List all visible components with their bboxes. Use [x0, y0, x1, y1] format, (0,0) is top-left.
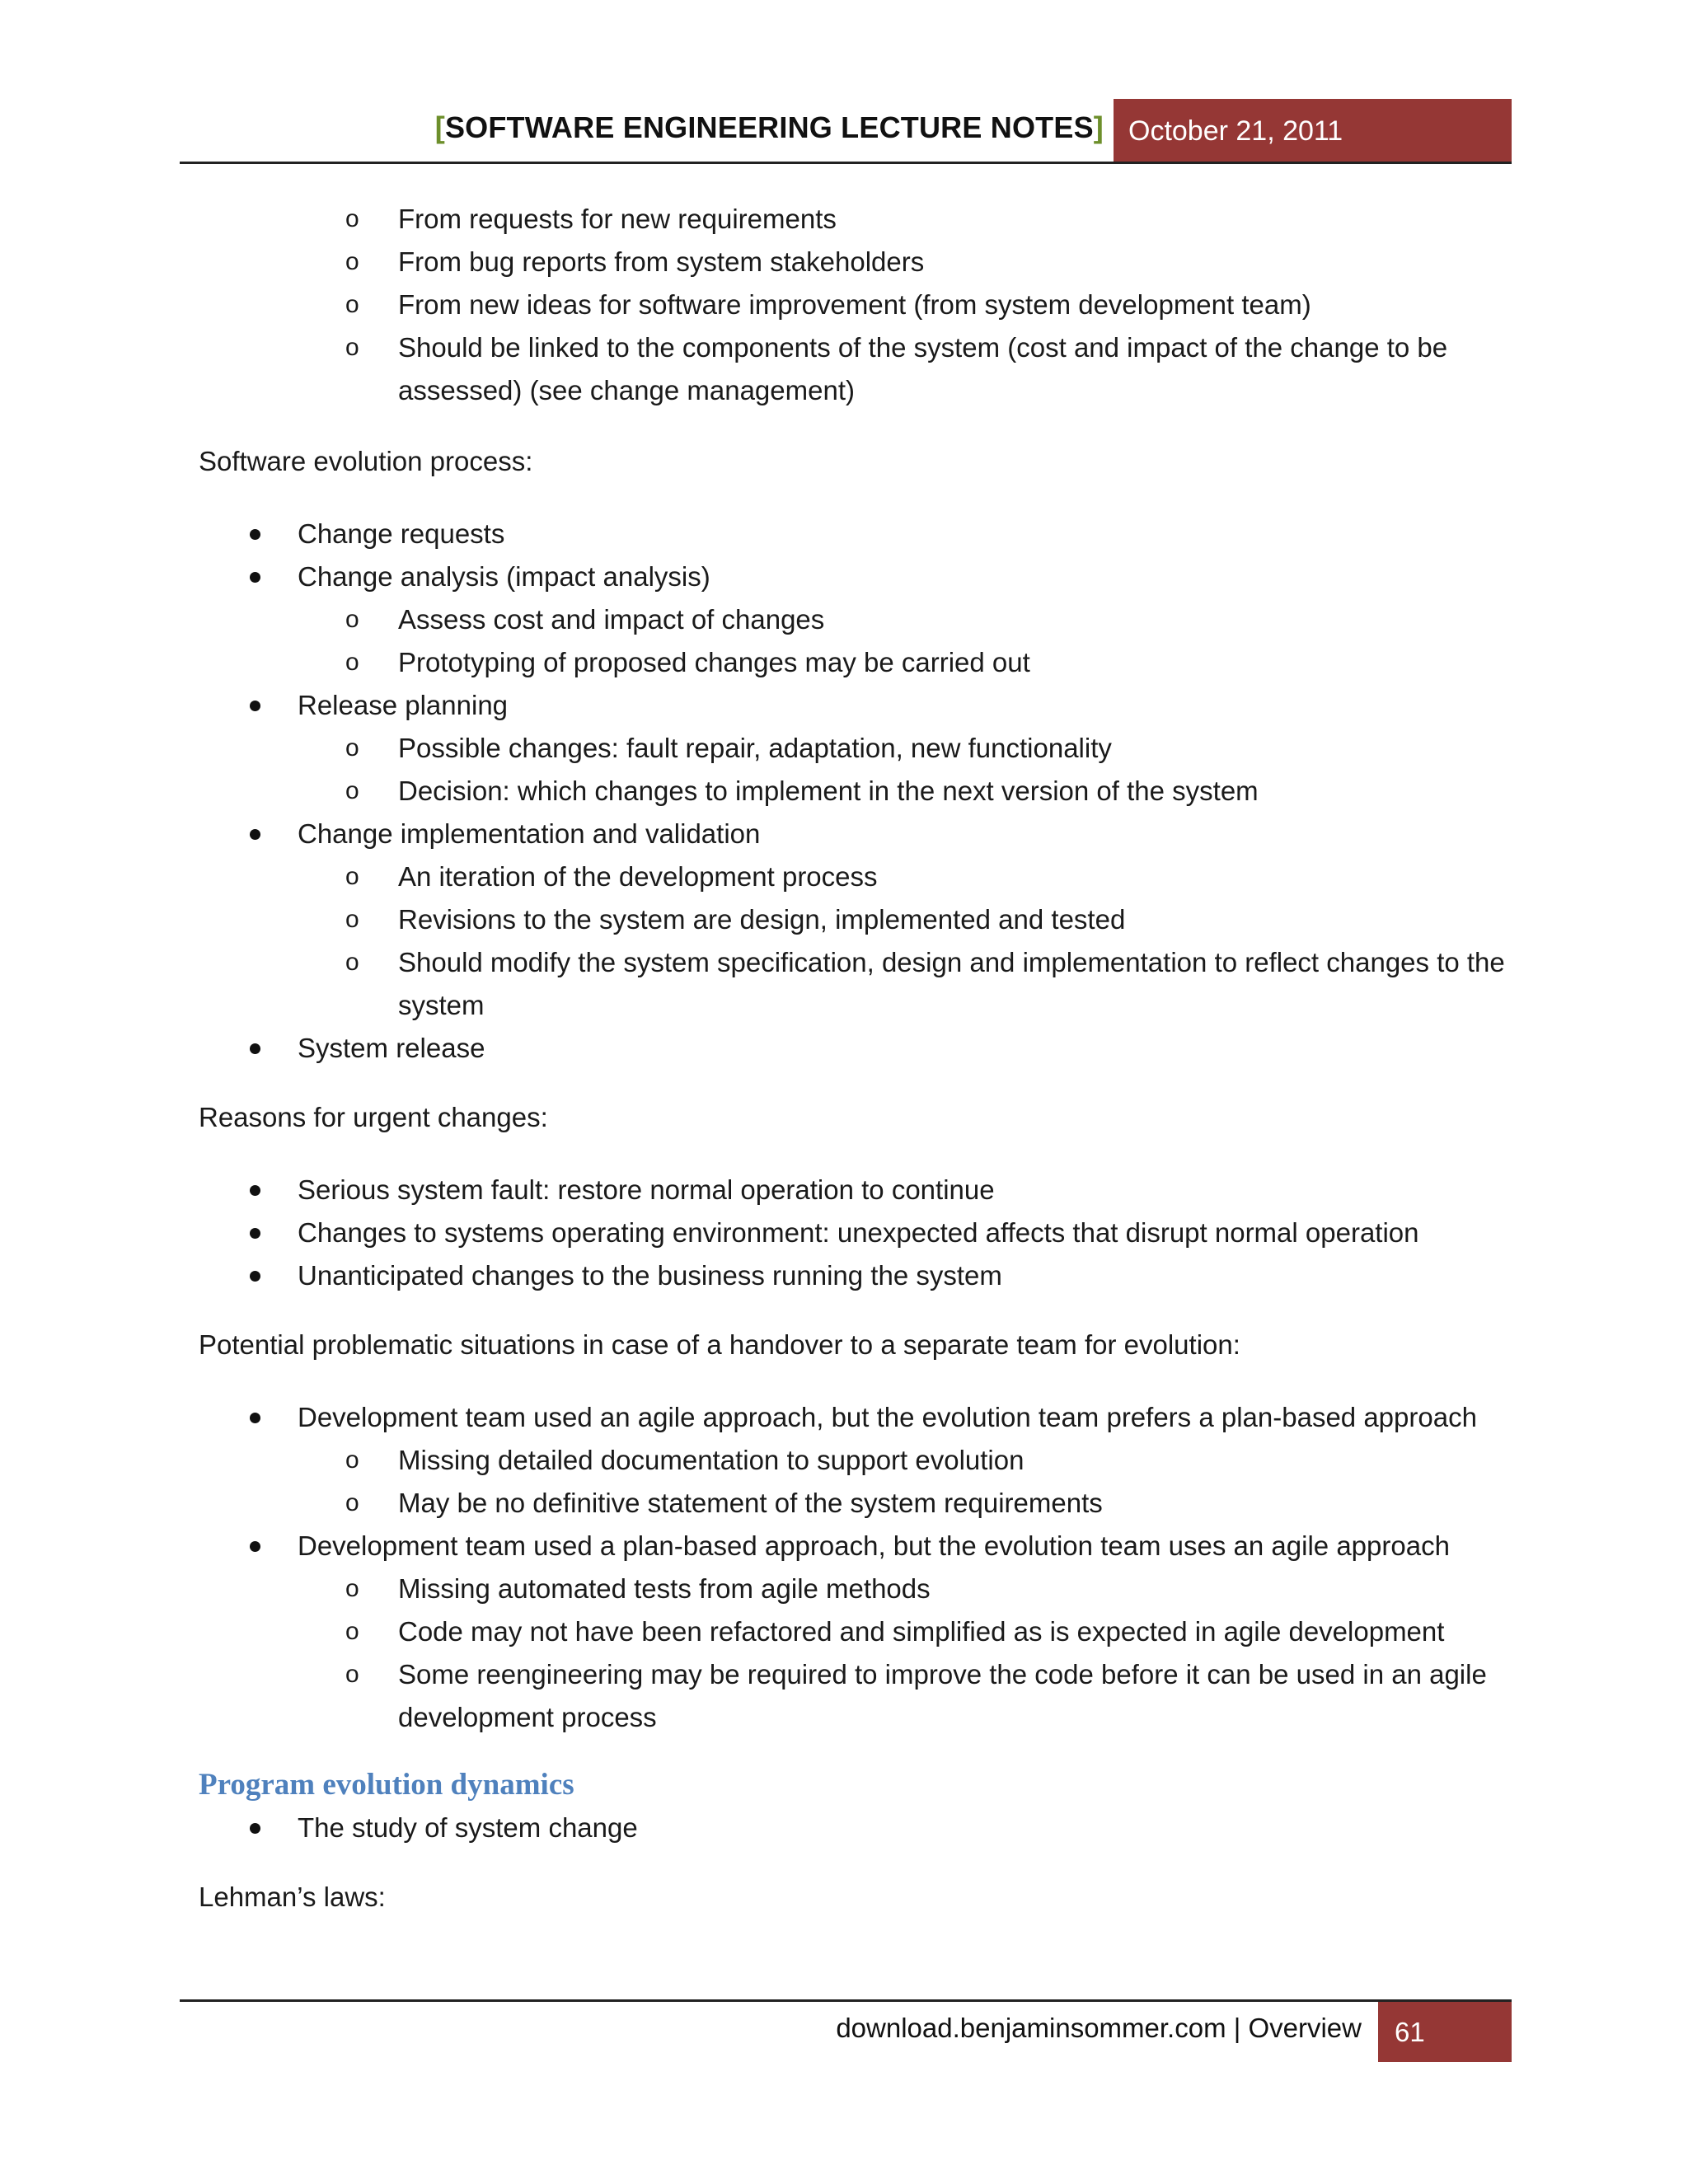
list-item: Development team used an agile approach, but the evolution team prefers a plan-based approach — [199, 1396, 1517, 1439]
list-item: o Some reengineering may be required to improve the code before it can be used in an agile development process — [199, 1653, 1517, 1739]
bullet-icon — [250, 701, 260, 711]
bullet-icon — [250, 829, 260, 840]
circle-bullet-icon: o — [345, 906, 359, 933]
title-bracket-close: ] — [1093, 110, 1104, 144]
list-item: o An iteration of the development process — [199, 855, 1517, 898]
list-item: Change analysis (impact analysis) — [199, 555, 1517, 598]
list-item: Unanticipated changes to the business running the system — [199, 1254, 1517, 1297]
paragraph-lehman: Lehman’s laws: — [199, 1882, 386, 1912]
list-item: System release — [199, 1027, 1517, 1070]
list-item: Development team used a plan-based approach, but the evolution team uses an agile approach — [199, 1525, 1517, 1568]
list-item: Change requests — [199, 513, 1517, 555]
list-item: Change implementation and validation — [199, 813, 1517, 855]
paragraph-handover: Potential problematic situations in case of a handover to a separate team for evolution: — [199, 1329, 1240, 1360]
circle-bullet-icon: o — [345, 1446, 359, 1474]
page-content — [199, 198, 1517, 1948]
footer-text: download.benjaminsommer.com | Overview — [836, 2013, 1362, 2043]
list-item: o Assess cost and impact of changes — [199, 598, 1517, 641]
bullet-icon — [250, 529, 260, 540]
list-item: o From bug reports from system stakeholders — [199, 241, 1517, 284]
list-item: o May be no definitive statement of the system requirements — [199, 1482, 1517, 1525]
bullet-icon — [250, 1823, 260, 1834]
circle-bullet-icon: o — [345, 205, 359, 232]
circle-bullet-icon: o — [345, 1575, 359, 1602]
document-title — [435, 110, 1104, 145]
bullet-icon — [250, 1271, 260, 1282]
bullet-icon — [250, 1043, 260, 1054]
circle-bullet-icon: o — [345, 863, 359, 890]
circle-bullet-icon: o — [345, 777, 359, 804]
list-item: o Should modify the system specification, design and implementation to reflect changes to the system — [199, 941, 1517, 1027]
title-text: SOFTWARE ENGINEERING LECTURE NOTES — [444, 110, 1094, 144]
circle-bullet-icon: o — [345, 1661, 359, 1688]
circle-bullet-icon: o — [345, 649, 359, 676]
circle-bullet-icon: o — [345, 949, 359, 976]
bullet-icon — [250, 1413, 260, 1423]
list-item: Release planning — [199, 684, 1517, 727]
list-item: The study of system change — [199, 1807, 1517, 1849]
list-item: o Decision: which changes to implement in the next version of the system — [199, 770, 1517, 813]
bullet-icon — [250, 1228, 260, 1239]
bullet-icon — [250, 1185, 260, 1196]
bullet-icon — [250, 1541, 260, 1552]
list-item: o Code may not have been refactored and simplified as is expected in agile development — [199, 1610, 1517, 1653]
circle-bullet-icon: o — [345, 734, 359, 762]
list-item: o Revisions to the system are design, implemented and tested — [199, 898, 1517, 941]
circle-bullet-icon: o — [345, 1618, 359, 1645]
circle-bullet-icon: o — [345, 291, 359, 318]
paragraph-urgent-changes: Reasons for urgent changes: — [199, 1102, 548, 1132]
page-header — [180, 99, 1512, 164]
list-item: o From requests for new requirements — [199, 198, 1517, 241]
list-item: o Prototyping of proposed changes may be carried out — [199, 641, 1517, 684]
title-bracket-open: [ — [434, 110, 445, 144]
circle-bullet-icon: o — [345, 1489, 359, 1516]
header-date: October 21, 2011 — [1114, 99, 1512, 162]
page-number: 61 — [1378, 2002, 1512, 2062]
list-item: o Possible changes: fault repair, adaptation, new functionality — [199, 727, 1517, 770]
section-heading: Program evolution dynamics — [199, 1768, 574, 1802]
paragraph-evolution-process: Software evolution process: — [199, 446, 533, 476]
circle-bullet-icon: o — [345, 606, 359, 633]
circle-bullet-icon: o — [345, 248, 359, 275]
circle-bullet-icon: o — [345, 334, 359, 361]
list-item: o Missing automated tests from agile methods — [199, 1568, 1517, 1610]
bullet-icon — [250, 572, 260, 583]
list-item: o Missing detailed documentation to support evolution — [199, 1439, 1517, 1482]
list-item: Serious system fault: restore normal operation to continue — [199, 1169, 1517, 1212]
list-item: o Should be linked to the components of the system (cost and impact of the change to be assessed) (see change management) — [199, 326, 1517, 412]
page-footer — [180, 1999, 1512, 2064]
list-item: o From new ideas for software improvement (from system development team) — [199, 284, 1517, 326]
list-item: Changes to systems operating environment: unexpected affects that disrupt normal operation — [199, 1212, 1517, 1254]
